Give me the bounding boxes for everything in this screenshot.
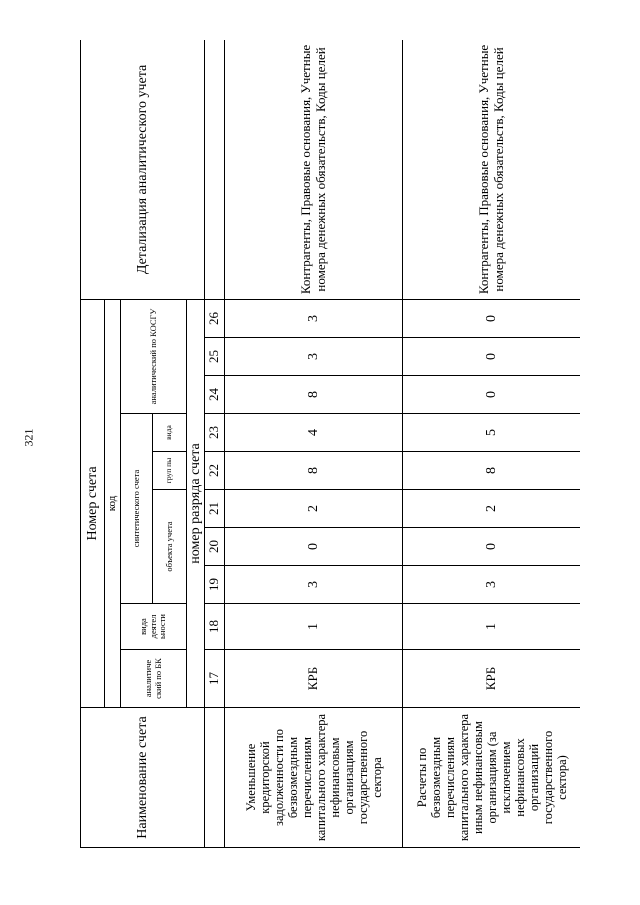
digit-cell: 3 (225, 299, 403, 337)
digit-position: 25 (205, 338, 225, 376)
table-row (225, 40, 403, 848)
digit-cell: 8 (403, 452, 581, 490)
digit-position: 24 (205, 376, 225, 414)
analytic-code-cell: КРБ (403, 650, 581, 708)
accounts-table (80, 40, 580, 848)
accounts-sheet (80, 40, 580, 848)
header-analytic-detail: Детализация аналитического учета (81, 40, 205, 299)
digit-cell: 3 (225, 338, 403, 376)
header-code: код (105, 299, 121, 707)
account-name: Расчеты по безвозмездным перечислениям капитального характера иным нефинансовым организациям (за исключением нефинансовых организаций государственного сектора) (403, 708, 581, 848)
digit-cell: 0 (225, 528, 403, 566)
header-analytic-bk: аналитиче ский по БК (121, 650, 187, 708)
digit-position: 17 (205, 650, 225, 708)
header-digit-number: номер разряда счета (187, 299, 205, 707)
digit-position: 18 (205, 604, 225, 650)
analytic-code-cell: КРБ (225, 650, 403, 708)
analytic-detail: Контрагенты, Правовые основания, Учетные номера денежных обязательств, Коды целей (403, 40, 581, 299)
header-type: вида (153, 414, 187, 452)
header-account-object: объекта учета (153, 490, 187, 604)
digit-cell: 0 (403, 528, 581, 566)
digit-cell: 5 (403, 414, 581, 452)
digit-cell: 1 (225, 604, 403, 650)
digit-position: 23 (205, 414, 225, 452)
header-synthetic-account: синтетического счета (121, 414, 153, 604)
digit-spacer-left (205, 708, 225, 848)
digit-cell: 0 (403, 299, 581, 337)
account-name: Уменьшение кредиторской задолженности по безвозмездным перечислениям капитального характера нефинансовым организациям государственного сектора (225, 708, 403, 848)
rotated-table-frame (80, 40, 580, 848)
page-number: 321 (21, 428, 36, 447)
digit-cell: 3 (225, 566, 403, 604)
digit-cell: 1 (403, 604, 581, 650)
header-activity-type: вида деятел ьности (121, 604, 187, 650)
digit-cell: 3 (403, 566, 581, 604)
header-group: груп пы (153, 452, 187, 490)
digit-cell: 0 (403, 376, 581, 414)
header-analytic-kosgu: аналитический по КОСГУ (121, 299, 187, 413)
digit-position: 26 (205, 299, 225, 337)
digit-position: 22 (205, 452, 225, 490)
header-account-name: Наименование счета (81, 708, 205, 848)
digit-position: 20 (205, 528, 225, 566)
digit-position: 21 (205, 490, 225, 528)
digit-position: 19 (205, 566, 225, 604)
digit-cell: 8 (225, 452, 403, 490)
digit-spacer-right (205, 40, 225, 299)
digit-cell: 0 (403, 338, 581, 376)
digit-cell: 4 (225, 414, 403, 452)
table-row (403, 40, 581, 848)
digit-cell: 2 (225, 490, 403, 528)
digit-cell: 8 (225, 376, 403, 414)
analytic-detail: Контрагенты, Правовые основания, Учетные номера денежных обязательств, Коды целей (225, 40, 403, 299)
digit-cell: 2 (403, 490, 581, 528)
header-account-number: Номер счета (81, 299, 105, 707)
